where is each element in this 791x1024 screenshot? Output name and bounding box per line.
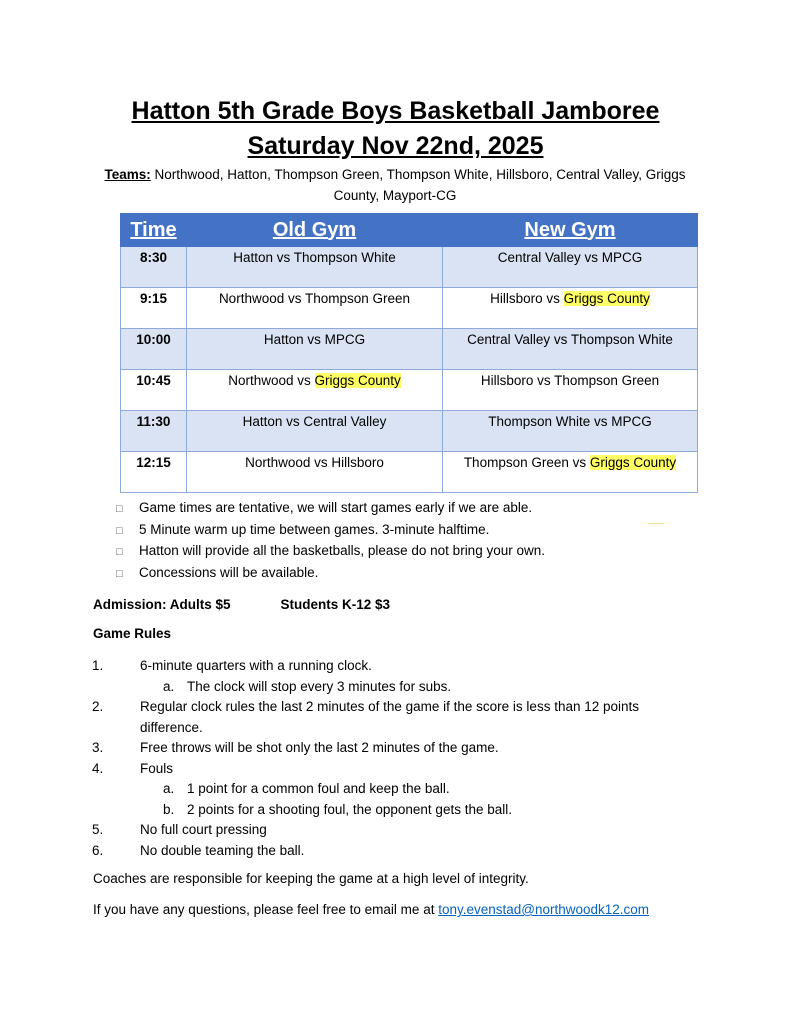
time-cell: 10:00: [121, 329, 187, 370]
old-gym-game: [187, 411, 443, 452]
footer-integrity: Coaches are responsible for keeping the game at a high level of integrity.: [93, 871, 529, 886]
new-gym-game: [443, 411, 698, 452]
note-text: Hatton will provide all the basketballs, please do not bring your own.: [139, 543, 545, 558]
table-row: [121, 247, 698, 288]
game-text: Hillsboro vs Thompson Green: [480, 373, 660, 388]
rule-number: 2.: [92, 699, 104, 714]
old-gym-game: [187, 329, 443, 370]
note-item: [116, 500, 545, 522]
header-new-gym: New Gym: [443, 214, 698, 247]
bullet-icon: □: [116, 524, 123, 537]
sub-rule-text: 2 points for a shooting foul, the opponent gets the ball.: [187, 801, 512, 817]
new-gym-game: [443, 452, 698, 493]
table-row: [121, 288, 698, 329]
bullet-icon: □: [116, 546, 123, 558]
rule-text: 6-minute quarters with a running clock.: [140, 658, 372, 673]
decorative-line: [648, 523, 664, 524]
teams-text: Northwood, Hatton, Thompson Green, Thompson White, Hillsboro, Central Valley, Griggs County, Mayport-CG: [150, 167, 686, 203]
sub-rule-text: The clock will stop every 3 minutes for subs.: [187, 678, 452, 694]
time-cell: 12:15: [121, 452, 187, 493]
admission-adults: Admission: Adults $5: [93, 597, 231, 612]
time-cell: 8:30: [121, 247, 187, 288]
rule-number: 6.: [92, 842, 104, 858]
rule-item: [92, 841, 696, 862]
rule-number: 1.: [92, 658, 104, 673]
header-old-gym: Old Gym: [187, 214, 443, 247]
rule-text: Fouls: [140, 760, 174, 776]
table-row: [121, 452, 698, 493]
bullet-icon: □: [116, 567, 123, 580]
note-text: Game times are tentative, we will start games early if we are able.: [139, 500, 533, 515]
new-gym-game: [443, 329, 698, 370]
game-text: Central Valley vs MPCG: [497, 250, 643, 265]
game-text: Central Valley vs Thompson White: [467, 332, 673, 347]
table-row: [121, 329, 698, 370]
old-gym-game: [187, 452, 443, 493]
admission: [93, 597, 390, 612]
game-text: Thompson Green vs: [463, 455, 590, 470]
rule-number: 5.: [92, 822, 104, 837]
rules-list: [92, 656, 696, 861]
sub-rule-item: [116, 800, 696, 821]
rule-text: No double teaming the ball.: [140, 842, 305, 858]
header-time: Time: [121, 214, 187, 247]
teams-list: [100, 164, 690, 206]
rule-item: [92, 820, 696, 841]
highlighted-team: Griggs County: [589, 455, 677, 470]
time-cell: 10:45: [121, 370, 187, 411]
game-text: Northwood vs: [228, 373, 315, 388]
sub-rule-letter: b.: [163, 801, 175, 817]
table-row: [121, 370, 698, 411]
game-text: Northwood vs Thompson Green: [218, 291, 411, 306]
rule-text: Regular clock rules the last 2 minutes of the game if the score is less than 12 points difference.: [140, 699, 640, 735]
new-gym-game: [443, 370, 698, 411]
rule-text: Free throws will be shot only the last 2 minutes of the game.: [140, 740, 499, 755]
sub-rule-letter: a.: [163, 781, 175, 796]
old-gym-game: [187, 247, 443, 288]
time-cell: 11:30: [121, 411, 187, 452]
teams-label: Teams:: [104, 167, 151, 182]
title-line-2: Saturday Nov 22nd, 2025: [247, 132, 544, 160]
sub-rule-item: [116, 779, 696, 800]
time-cell: 9:15: [121, 288, 187, 329]
highlighted-team: Griggs County: [563, 291, 650, 306]
new-gym-game: [443, 247, 698, 288]
game-text: Northwood vs Hillsboro: [245, 455, 384, 470]
note-item: [116, 543, 545, 565]
sub-rule-item: [116, 677, 696, 698]
highlighted-team: Griggs County: [314, 373, 401, 388]
new-gym-game: [443, 288, 698, 329]
note-text: 5 Minute warm up time between games. 3-minute halftime.: [139, 521, 490, 537]
rule-number: 4.: [92, 760, 104, 776]
rule-text: No full court pressing: [140, 822, 267, 837]
note-text: Concessions will be available.: [139, 564, 319, 580]
footer-contact: [93, 902, 649, 917]
rule-item: [92, 759, 696, 780]
old-gym-game: [187, 288, 443, 329]
schedule-table: [120, 213, 698, 493]
table-row: [121, 411, 698, 452]
note-item: [116, 522, 545, 544]
old-gym-game: [187, 370, 443, 411]
bullet-icon: □: [116, 503, 123, 515]
rule-item: [92, 697, 696, 738]
game-text: Thompson White vs MPCG: [488, 414, 652, 429]
game-text: Hatton vs MPCG: [263, 332, 366, 347]
note-item: [116, 565, 545, 587]
game-text: Hatton vs Thompson White: [233, 250, 396, 265]
game-text: Hillsboro vs: [490, 291, 564, 306]
game-text: Hatton vs Central Valley: [242, 414, 387, 429]
rule-number: 3.: [92, 740, 104, 755]
title-line-1: Hatton 5th Grade Boys Basketball Jamboree: [131, 97, 660, 125]
contact-text: If you have any questions, please feel free to email me at: [93, 902, 439, 917]
sub-rule-letter: a.: [163, 678, 175, 694]
notes-list: [116, 500, 545, 586]
email-link[interactable]: tony.evenstad@northwoodk12.com: [438, 902, 650, 917]
rules-title: Game Rules: [93, 626, 172, 641]
sub-rule-text: 1 point for a common foul and keep the ball.: [187, 781, 450, 796]
rule-item: [92, 738, 696, 759]
rule-item: [92, 656, 696, 677]
admission-students: Students K-12 $3: [280, 597, 391, 612]
